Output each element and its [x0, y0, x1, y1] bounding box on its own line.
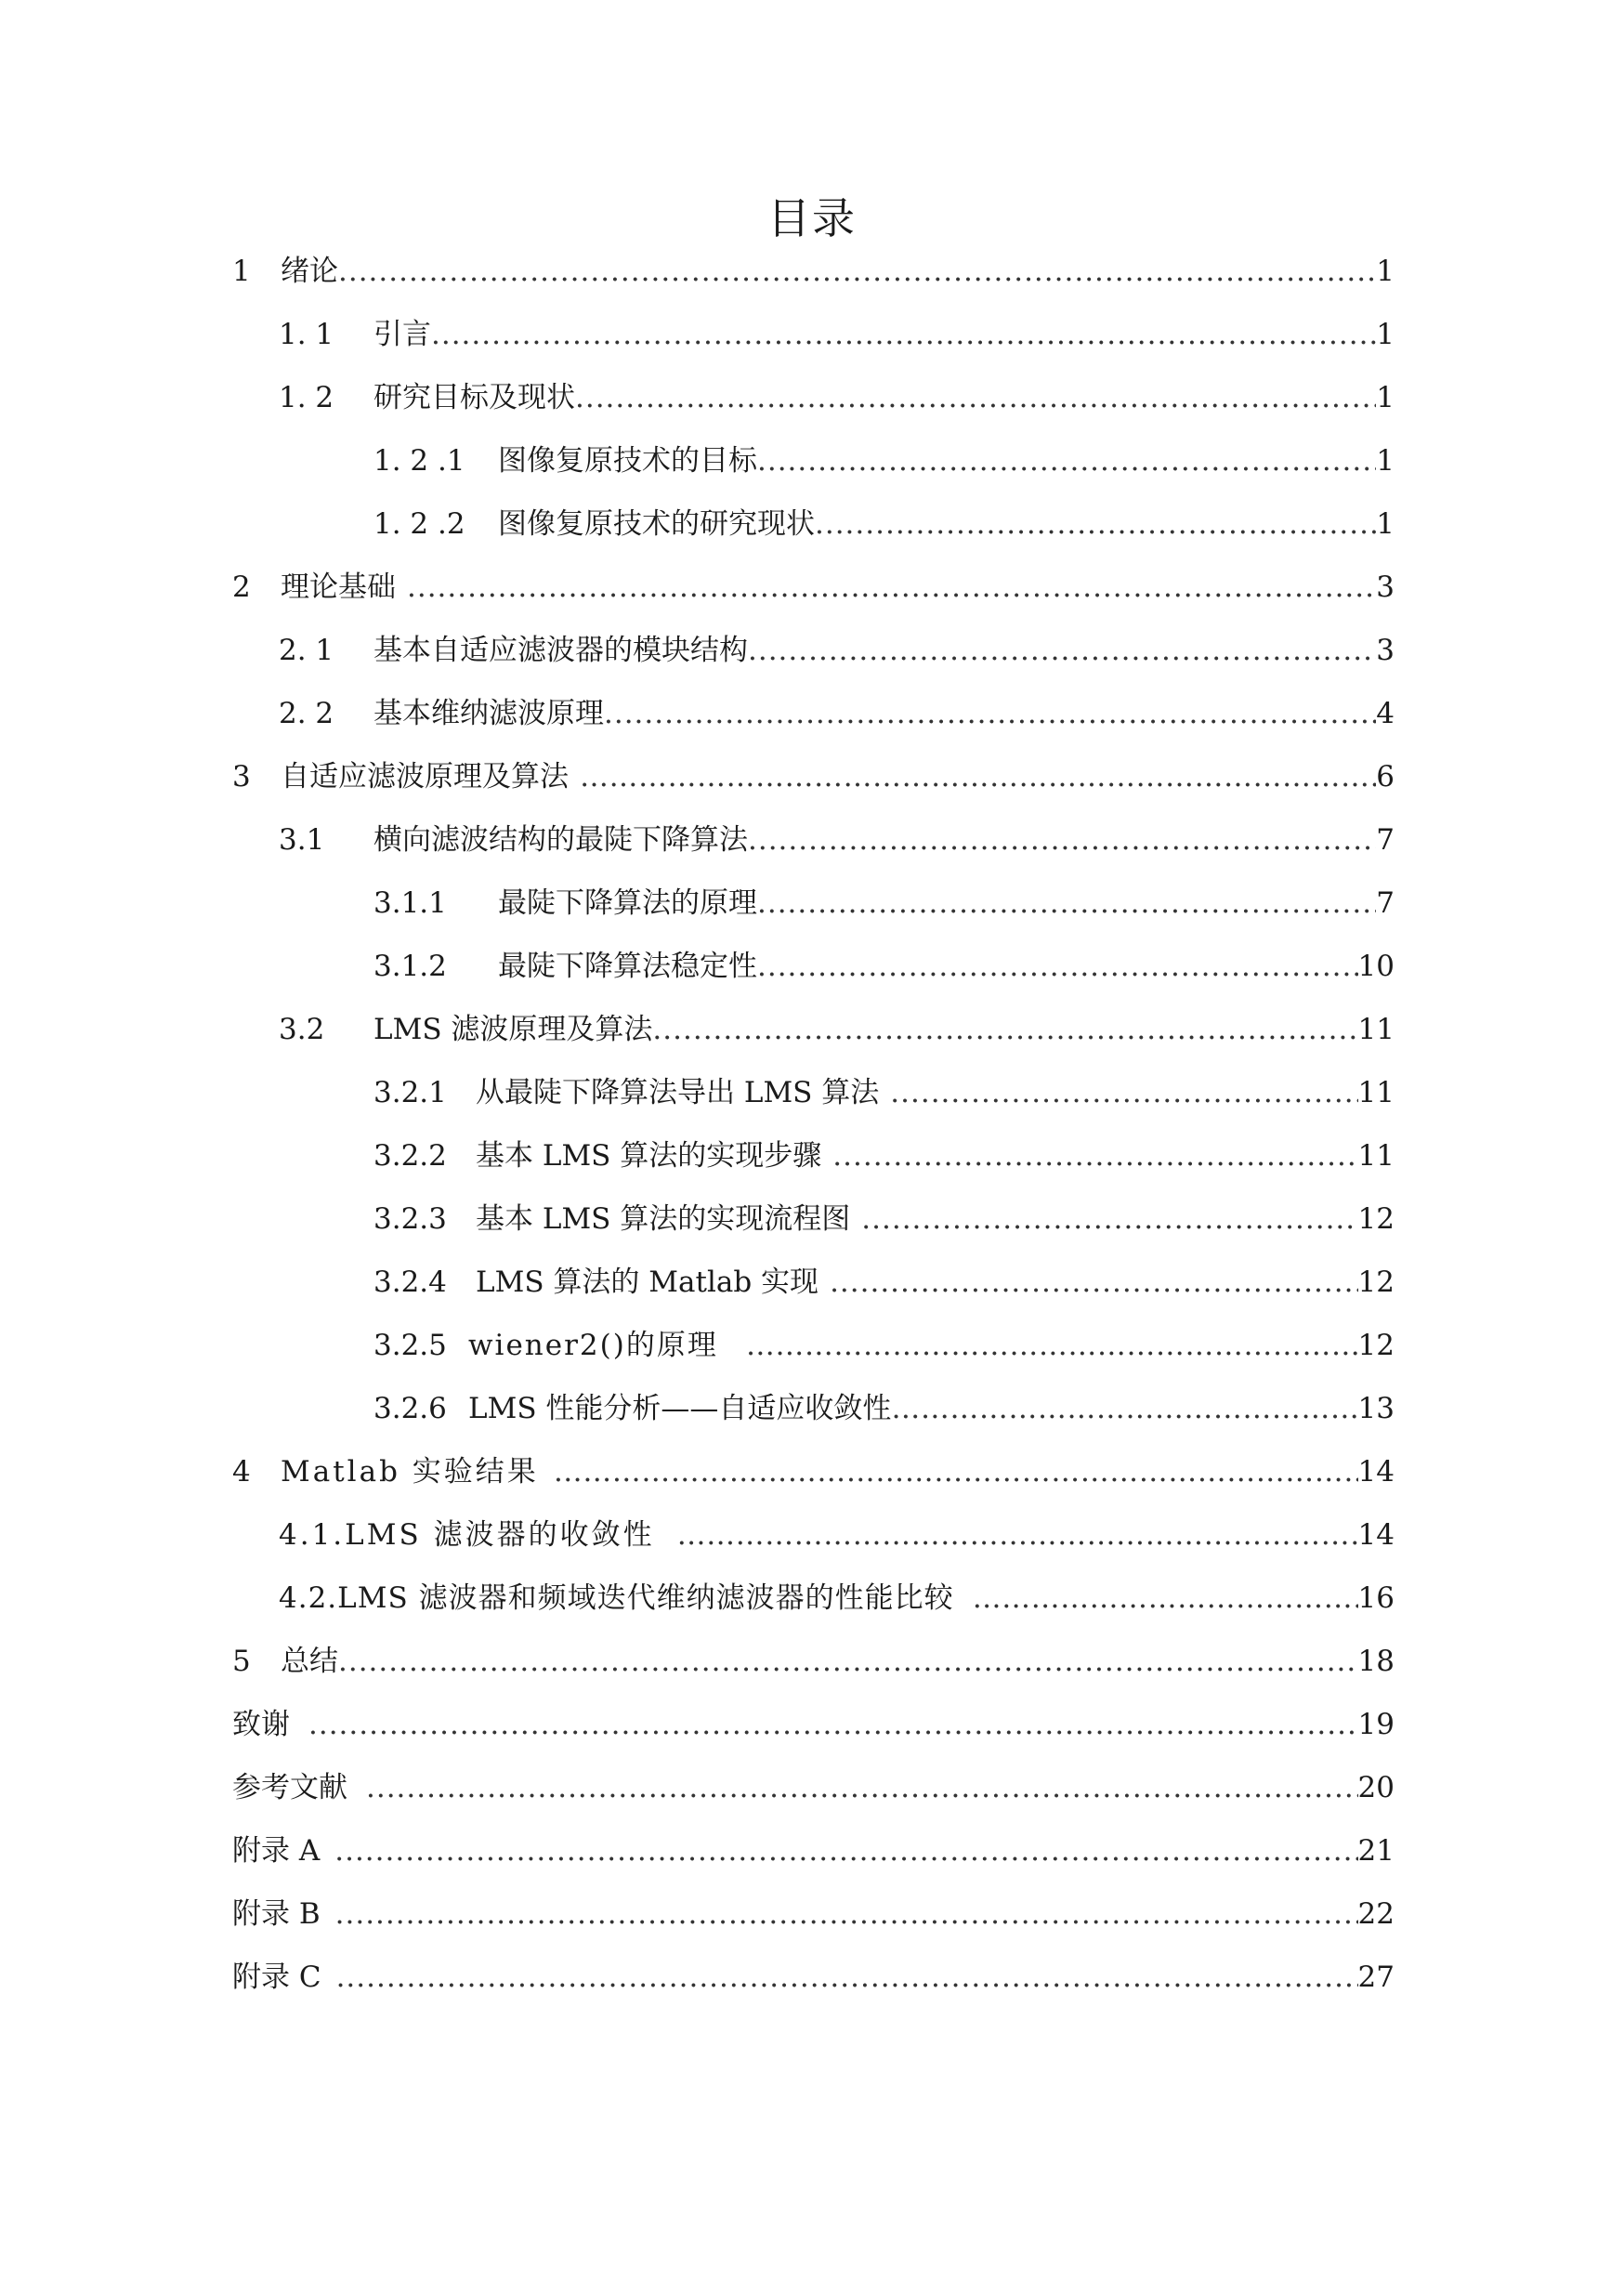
toc-entry-page: 13 [1357, 1392, 1395, 1425]
toc-entry-page: 12 [1357, 1202, 1395, 1236]
dot-leader [334, 1830, 1357, 1871]
toc-entry-page: 21 [1357, 1834, 1395, 1868]
toc-entry-label: 基本自适应滤波器的模块结构 [373, 634, 748, 667]
toc-entry-number: 2. 2 [279, 697, 334, 730]
toc-entry-label: 横向滤波结构的最陡下降算法 [373, 823, 748, 857]
toc-entry-3-2-5[interactable] [373, 1318, 1395, 1366]
toc-entry-label: 最陡下降算法稳定性 [498, 950, 757, 983]
dot-leader [338, 251, 1376, 292]
toc-entry-3-2-4[interactable] [373, 1254, 1395, 1303]
toc-entry-number: 1. 1 [279, 318, 334, 351]
toc-entry-3-2-1[interactable] [373, 1065, 1395, 1113]
toc-entry-page: 3 [1376, 570, 1395, 604]
dot-leader [757, 883, 1376, 924]
dot-leader [890, 1072, 1357, 1113]
toc-entry-label: 理论基础 [281, 570, 396, 604]
toc-entry-page: 1 [1376, 381, 1395, 414]
toc-entry-page: 1 [1376, 444, 1395, 478]
toc-entry-number: 3.2.4 [373, 1266, 447, 1299]
toc-entry-appendix-a[interactable] [232, 1823, 1395, 1871]
toc-entry-2-2[interactable] [279, 686, 1395, 734]
toc-entry-label: 图像复原技术的研究现状 [498, 507, 815, 541]
toc-entry-number: 1. 2 [279, 381, 334, 414]
toc-entry-page: 4 [1376, 697, 1395, 730]
toc-entry-1-2[interactable] [279, 370, 1395, 418]
toc-entry-ch4[interactable] [232, 1444, 1395, 1492]
toc-entry-page: 14 [1357, 1518, 1395, 1552]
toc-entry-label: 从最陡下降算法导出 LMS 算法 [476, 1076, 880, 1109]
toc-entry-4-2[interactable] [279, 1570, 1395, 1619]
toc-entry-number: 3.1.1 [373, 886, 447, 920]
dot-leader [308, 1704, 1358, 1745]
toc-entry-label: LMS 滤波原理及算法 [373, 1013, 653, 1046]
toc-entry-number: 3.2.3 [373, 1202, 447, 1236]
toc-entry-label: 致谢 [232, 1708, 290, 1741]
toc-entry-label: 基本 LMS 算法的实现步骤 [476, 1139, 822, 1173]
dot-leader [757, 440, 1376, 481]
toc-entry-number: 2. 1 [279, 634, 334, 667]
toc-entry-number: 1 [232, 255, 251, 288]
dot-leader [338, 1641, 1358, 1682]
dot-leader [861, 1199, 1357, 1239]
toc-entry-label: 参考文献 [232, 1771, 347, 1804]
toc-entry-number: 3.2.6 [373, 1392, 447, 1425]
toc-entry-ch2[interactable] [232, 559, 1395, 608]
dot-leader [652, 1009, 1357, 1050]
toc-entry-page: 11 [1357, 1076, 1395, 1109]
dot-leader [366, 1767, 1358, 1808]
toc-entry-acknowledgements[interactable] [232, 1697, 1395, 1745]
toc-entry-label: 附录 A [232, 1834, 321, 1868]
toc-entry-number: 4 [232, 1455, 251, 1489]
toc-entry-page: 1 [1376, 318, 1395, 351]
dot-leader [407, 567, 1376, 608]
toc-entry-number: 3 [232, 760, 251, 793]
dot-leader [973, 1578, 1358, 1619]
toc-entry-3-1[interactable] [279, 812, 1395, 860]
toc-entry-3-2-2[interactable] [373, 1128, 1395, 1176]
toc-entry-1-1[interactable] [279, 307, 1395, 355]
toc-entry-page: 20 [1357, 1771, 1395, 1804]
dot-leader [830, 1262, 1357, 1303]
toc-entry-label: 最陡下降算法的原理 [498, 886, 757, 920]
toc-entry-label: 绪论 [281, 255, 338, 288]
toc-entry-number: 1. 2 .2 [373, 507, 465, 541]
toc-entry-ch3[interactable] [232, 749, 1395, 797]
toc-entry-number: 5 [232, 1645, 251, 1678]
toc-entry-page: 27 [1357, 1961, 1395, 1994]
toc-entry-page: 10 [1357, 950, 1395, 983]
page-title: 目录 [767, 193, 857, 243]
toc-entry-page: 14 [1357, 1455, 1395, 1489]
toc-entry-page: 19 [1357, 1708, 1395, 1741]
dot-leader [832, 1135, 1357, 1176]
dot-leader [431, 314, 1376, 355]
toc-entry-2-1[interactable] [279, 623, 1395, 671]
toc-entry-ch5[interactable] [232, 1633, 1395, 1682]
toc-entry-label: 研究目标及现状 [373, 381, 575, 414]
dot-leader [746, 1325, 1358, 1366]
dot-leader [575, 377, 1376, 418]
toc-entry-ch1[interactable] [232, 243, 1395, 292]
toc-entry-label: 4.1.LMS 滤波器的收敛性 [279, 1518, 655, 1552]
toc-entry-label: Matlab 实验结果 [281, 1455, 539, 1489]
toc-entry-page: 7 [1376, 823, 1395, 857]
toc-entry-3-2[interactable] [279, 1002, 1395, 1050]
toc-entry-appendix-b[interactable] [232, 1886, 1395, 1934]
toc-entry-label: 自适应滤波原理及算法 [281, 760, 569, 793]
toc-entry-label: LMS 性能分析——自适应收敛性 [468, 1392, 892, 1425]
toc-entry-3-1-2[interactable] [373, 938, 1395, 987]
toc-entry-label: 基本 LMS 算法的实现流程图 [476, 1202, 851, 1236]
toc-entry-number: 3.2.2 [373, 1139, 447, 1173]
toc-entry-number: 3.2 [279, 1013, 325, 1046]
toc-entry-page: 12 [1357, 1266, 1395, 1299]
toc-entry-page: 12 [1357, 1329, 1395, 1362]
dot-leader [748, 820, 1376, 860]
toc-entry-label: 4.2.LMS 滤波器和频域迭代维纳滤波器的性能比较 [279, 1581, 954, 1615]
toc-entry-1-2-2[interactable] [373, 496, 1395, 544]
toc-entry-label: 附录 B [232, 1897, 321, 1931]
toc-entry-number: 3.1.2 [373, 950, 447, 983]
dot-leader [677, 1515, 1358, 1555]
toc-entry-label: 基本维纳滤波原理 [373, 697, 604, 730]
toc-entry-number: 3.2.5 [373, 1329, 447, 1362]
toc-entry-page: 11 [1357, 1139, 1395, 1173]
toc-entry-page: 11 [1357, 1013, 1395, 1046]
dot-leader [815, 504, 1376, 544]
toc-entry-1-2-1[interactable] [373, 433, 1395, 481]
toc-entry-page: 1 [1376, 255, 1395, 288]
toc-entry-page: 16 [1357, 1581, 1395, 1615]
toc-entry-label: 附录 C [232, 1961, 321, 1994]
dot-leader [554, 1451, 1358, 1492]
dot-leader [757, 946, 1358, 987]
toc-entry-label: wiener2()的原理 [468, 1329, 718, 1362]
dot-leader [604, 693, 1376, 734]
toc-entry-page: 7 [1376, 886, 1395, 920]
dot-leader [580, 756, 1376, 797]
toc-entry-label: 总结 [281, 1645, 338, 1678]
dot-leader [748, 630, 1376, 671]
dot-leader [336, 1957, 1358, 1998]
toc-entry-number: 1. 2 .1 [373, 444, 465, 478]
toc-entry-label: LMS 算法的 Matlab 实现 [476, 1266, 819, 1299]
toc-entry-3-2-6[interactable] [373, 1381, 1395, 1429]
toc-entry-label: 引言 [373, 318, 431, 351]
toc-entry-3-1-1[interactable] [373, 875, 1395, 924]
toc-entry-number: 3.1 [279, 823, 325, 857]
toc-entry-page: 18 [1357, 1645, 1395, 1678]
dot-leader [891, 1388, 1357, 1429]
toc-entry-number: 2 [232, 570, 251, 604]
toc-entry-number: 3.2.1 [373, 1076, 447, 1109]
toc-entry-4-1[interactable] [279, 1507, 1395, 1555]
toc-entry-appendix-c[interactable] [232, 1949, 1395, 1998]
toc-entry-page: 3 [1376, 634, 1395, 667]
toc-entry-3-2-3[interactable] [373, 1191, 1395, 1239]
toc-entry-page: 6 [1376, 760, 1395, 793]
toc-entry-label: 图像复原技术的目标 [498, 444, 757, 478]
dot-leader [335, 1894, 1358, 1934]
toc-entry-references[interactable] [232, 1760, 1395, 1808]
toc-entry-page: 22 [1357, 1897, 1395, 1931]
toc-entry-page: 1 [1376, 507, 1395, 541]
